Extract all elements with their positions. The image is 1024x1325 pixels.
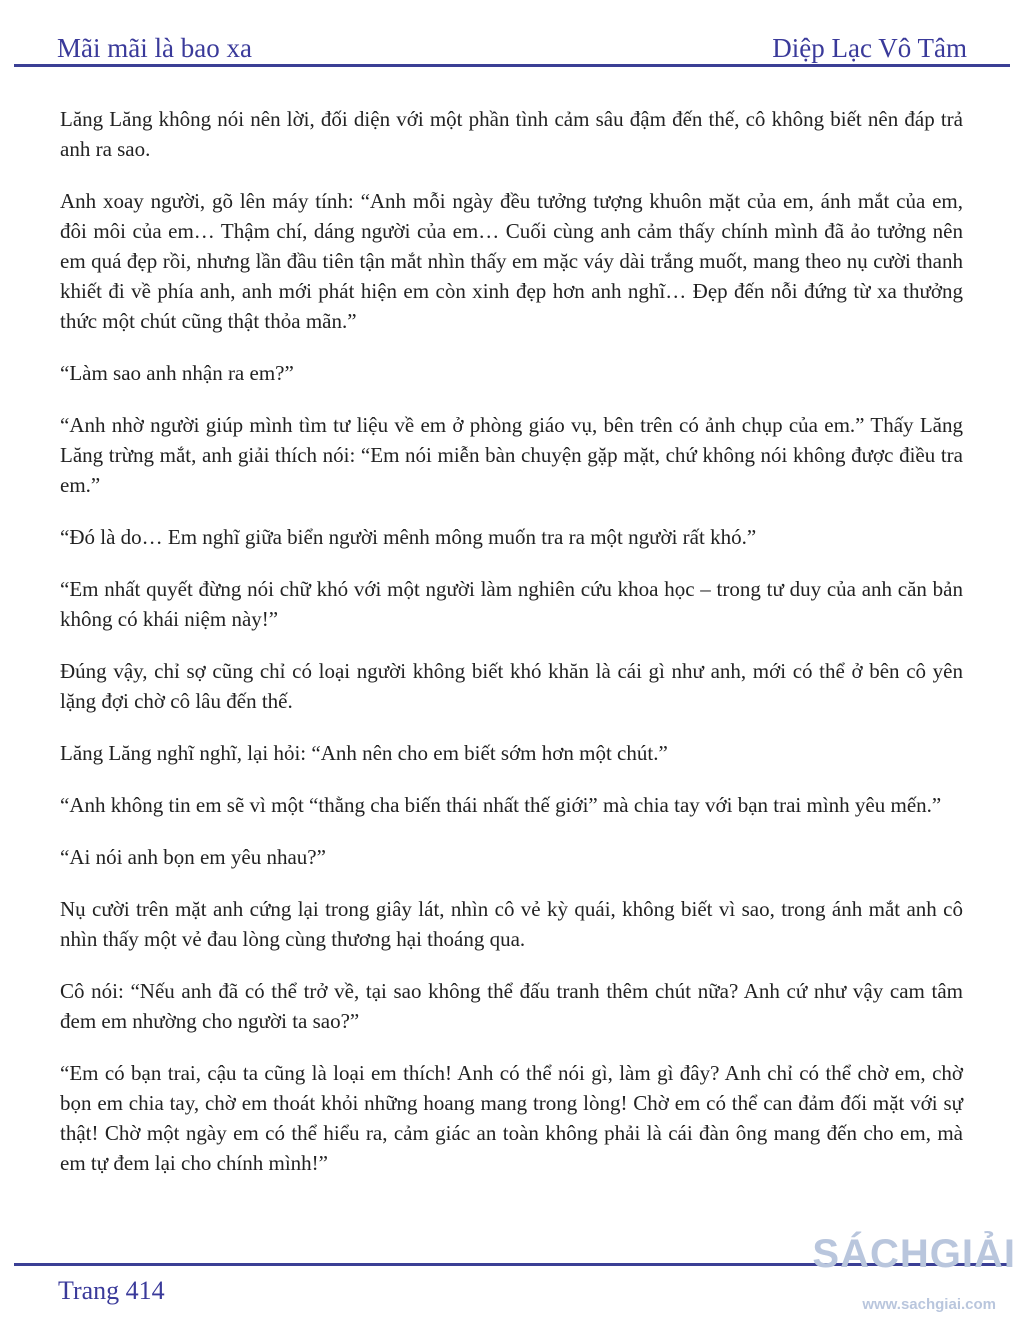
paragraph: Anh xoay người, gõ lên máy tính: “Anh mỗi ngày đều tưởng tượng khuôn mặt của em, ánh mắt của em, đôi môi của em… Thậm chí, dáng người của em… Cuối cùng anh cảm thấy chính mình đã ảo tưởng nên em quá đẹp rồi, nhưng lần đầu tiên tận mắt nhìn thấy em mặc váy dài trắng muốt, mang theo nụ cười thanh khiết đi về phía anh, anh mới phát hiện em còn xinh đẹp hơn anh nghĩ… Đẹp đến nỗi đứng từ xa thưởng thức một chút cũng thật thỏa mãn.” (60, 189, 963, 333)
watermark-logo: SÁCHGIẢI (812, 1232, 1016, 1276)
paragraph: Đúng vậy, chỉ sợ cũng chỉ có loại người không biết khó khăn là cái gì như anh, mới có thể ở bên cô yên lặng đợi chờ cô lâu đến thế. (60, 659, 963, 713)
paragraph: “Làm sao anh nhận ra em?” (60, 361, 294, 385)
author-name: Diệp Lạc Vô Tâm (772, 33, 967, 63)
page-number: Trang 414 (58, 1276, 165, 1305)
header-divider (14, 64, 1010, 67)
paragraph: “Ai nói anh bọn em yêu nhau?” (60, 845, 326, 869)
paragraph: Cô nói: “Nếu anh đã có thể trở về, tại sao không thể đấu tranh thêm chút nữa? Anh cứ như vậy cam tâm đem em nhường cho người ta sao?” (60, 979, 963, 1033)
paragraph: “Đó là do… Em nghĩ giữa biển người mênh mông muốn tra ra một người rất khó.” (60, 525, 757, 549)
page-body (60, 104, 963, 1200)
watermark-url: www.sachgiai.com (862, 1296, 996, 1313)
watermark (812, 1232, 1016, 1322)
paragraph: “Em có bạn trai, cậu ta cũng là loại em thích! Anh có thể nói gì, làm gì đây? Anh chỉ có thể chờ em, chờ bọn em chia tay, chờ em thoát khỏi những hoang mang trong lòng! Chờ em có thể can đảm đối mặt với sự thật! Chờ một ngày em có thể hiểu ra, cảm giác an toàn không phải là cái đàn ông mang đến cho em, mà em tự đem lại cho chính mình!” (60, 1061, 963, 1175)
paragraph: Lăng Lăng nghĩ nghĩ, lại hỏi: “Anh nên cho em biết sớm hơn một chút.” (60, 741, 668, 765)
paragraph: Lăng Lăng không nói nên lời, đối diện với một phần tình cảm sâu đậm đến thế, cô không biết nên đáp trả anh ra sao. (60, 107, 963, 161)
paragraph: Nụ cười trên mặt anh cứng lại trong giây lát, nhìn cô vẻ kỳ quái, không biết vì sao, trong ánh mắt anh cô nhìn thấy một vẻ đau lòng cùng thương hại thoáng qua. (60, 897, 963, 951)
paragraph: “Em nhất quyết đừng nói chữ khó với một người làm nghiên cứu khoa học – trong tư duy của anh căn bản không có khái niệm này!” (60, 577, 963, 631)
paragraph: “Anh không tin em sẽ vì một “thằng cha biến thái nhất thế giới” mà chia tay với bạn trai mình yêu mến.” (60, 793, 942, 817)
book-title: Mãi mãi là bao xa (57, 33, 252, 63)
paragraph: “Anh nhờ người giúp mình tìm tư liệu về em ở phòng giáo vụ, bên trên có ảnh chụp của em.” Thấy Lăng Lăng trừng mắt, anh giải thích nói: “Em nói miễn bàn chuyện gặp mặt, chứ không nói không được điều tra em.” (60, 413, 963, 497)
page-header (57, 26, 967, 64)
